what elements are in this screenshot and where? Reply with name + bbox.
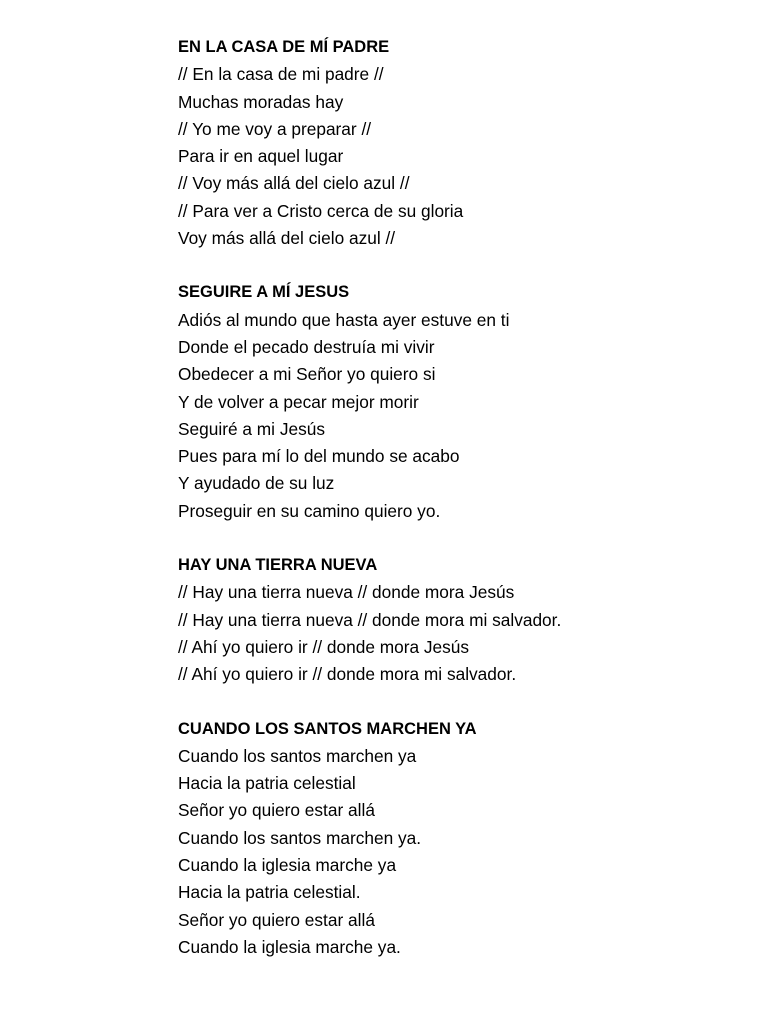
lyric-line: // Para ver a Cristo cerca de su gloria xyxy=(178,200,464,221)
lyric-line: Voy más allá del cielo azul // xyxy=(178,228,396,249)
song-title: CUANDO LOS SANTOS MARCHEN YA xyxy=(178,719,477,738)
lyric-line: Obedecer a mi Señor yo quiero si xyxy=(178,364,436,385)
lyric-line: Hacia la patria celestial. xyxy=(178,882,361,903)
lyric-line: // En la casa de mi padre // xyxy=(178,64,384,85)
lyric-line: Donde el pecado destruía mi vivir xyxy=(178,336,435,357)
lyric-line: Cuando la iglesia marche ya. xyxy=(178,936,401,957)
lyric-line: // Ahí yo quiero ir // donde mora Jesús xyxy=(178,636,470,657)
lyric-line: // Yo me voy a preparar // xyxy=(178,118,372,139)
song-title: SEGUIRE A MÍ JESUS xyxy=(178,283,350,302)
song-title: EN LA CASA DE MÍ PADRE xyxy=(178,38,390,56)
lyric-line: // Hay una tierra nueva // donde mora mi salvador. xyxy=(178,609,562,630)
lyric-line: Cuando los santos marchen ya xyxy=(178,745,417,766)
lyric-line: Seguiré a mi Jesús xyxy=(178,418,325,439)
lyric-line: Cuando la iglesia marche ya xyxy=(178,855,397,876)
lyric-line: Hacia la patria celestial xyxy=(178,773,356,794)
song-section xyxy=(178,716,738,962)
lyric-line: // Voy más allá del cielo azul // xyxy=(178,173,410,194)
lyric-line: // Ahí yo quiero ir // donde mora mi salvador. xyxy=(178,664,517,685)
lyric-line: Para ir en aquel lugar xyxy=(178,146,344,167)
song-section xyxy=(178,34,738,252)
lyric-line: Adiós al mundo que hasta ayer estuve en ti xyxy=(178,309,510,330)
lyric-line: Señor yo quiero estar allá xyxy=(178,800,375,821)
lyric-line: // Hay una tierra nueva // donde mora Jesús xyxy=(178,582,515,603)
song-title: HAY UNA TIERRA NUEVA xyxy=(178,556,378,575)
lyric-line: Señor yo quiero estar allá xyxy=(178,909,375,930)
lyric-line: Cuando los santos marchen ya. xyxy=(178,827,422,848)
song-section xyxy=(178,552,738,688)
lyric-line: Pues para mí lo del mundo se acabo xyxy=(178,446,460,467)
lyric-line: Y de volver a pecar mejor morir xyxy=(178,391,419,412)
song-section xyxy=(178,279,738,525)
lyric-line: Y ayudado de su luz xyxy=(178,473,335,494)
document-page xyxy=(178,34,738,988)
lyric-line: Muchas moradas hay xyxy=(178,91,344,112)
lyric-line: Proseguir en su camino quiero yo. xyxy=(178,500,441,521)
